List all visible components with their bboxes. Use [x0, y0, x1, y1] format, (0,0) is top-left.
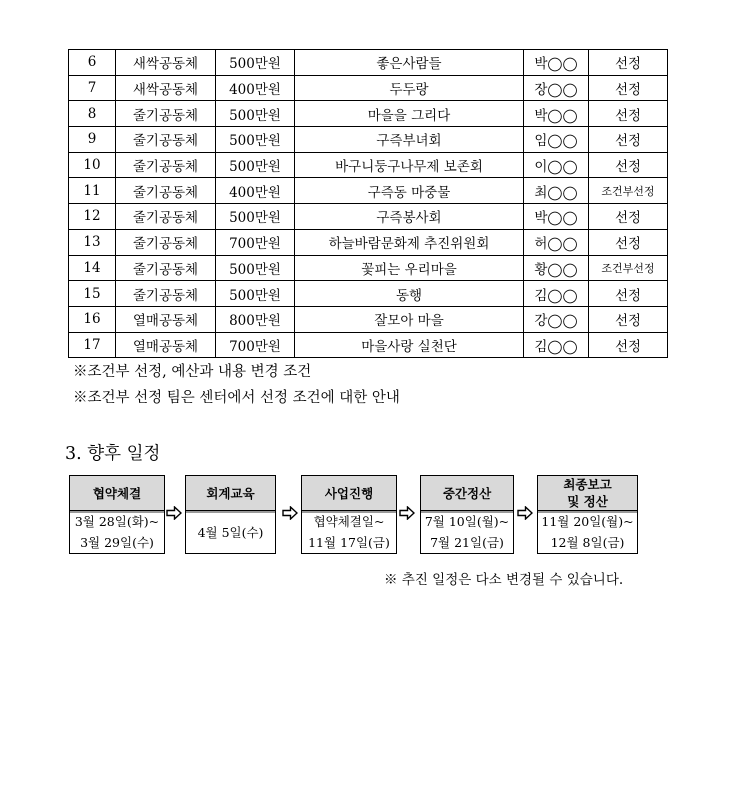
cell-amount: 500만원	[216, 255, 295, 281]
section-title: 3. 향후 일정	[65, 444, 161, 464]
table-row	[69, 75, 668, 101]
schedule-step-title-line: 중간정산	[442, 485, 492, 501]
schedule-step-title-line: 회계교육	[206, 485, 255, 501]
table-row	[69, 127, 668, 153]
cell-result: 선정	[589, 152, 668, 178]
schedule-step-title	[421, 476, 513, 511]
table-row	[69, 281, 668, 307]
cell-result: 선정	[589, 229, 668, 255]
cell-type: 새싹공동체	[116, 50, 216, 76]
cell-type: 줄기공동체	[116, 229, 216, 255]
cell-name: 구즉동 마중물	[295, 178, 524, 204]
table-row	[69, 229, 668, 255]
note-conditional-change: ※조건부 선정, 예산과 내용 변경 조건	[73, 364, 312, 380]
schedule-step-title-line: 협약체결	[92, 485, 142, 501]
cell-amount: 400만원	[216, 75, 295, 101]
cell-amount: 500만원	[216, 50, 295, 76]
cell-rep: 박◯◯	[524, 101, 589, 127]
cell-no: 8	[69, 101, 116, 127]
schedule-step	[185, 475, 276, 554]
schedule-step-date-line: 3월 28일(화)~	[74, 514, 160, 529]
cell-result: 선정	[589, 101, 668, 127]
cell-amount: 700만원	[216, 229, 295, 255]
schedule-step-date	[186, 511, 275, 553]
cell-name: 구즉봉사회	[295, 204, 524, 230]
cell-result: 선정	[589, 306, 668, 332]
schedule-step-date	[538, 511, 637, 553]
selection-result-table	[68, 49, 668, 358]
right-hollow-arrow-icon	[166, 506, 182, 520]
table-row	[69, 50, 668, 76]
schedule-step-date-line: 7월 21일(금)	[430, 535, 504, 550]
cell-rep: 황◯◯	[524, 255, 589, 281]
cell-type: 줄기공동체	[116, 152, 216, 178]
cell-rep: 장◯◯	[524, 75, 589, 101]
cell-type: 줄기공동체	[116, 204, 216, 230]
schedule-step-title	[302, 476, 396, 511]
cell-amount: 800만원	[216, 306, 295, 332]
cell-amount: 500만원	[216, 152, 295, 178]
cell-result: 선정	[589, 204, 668, 230]
cell-name: 마을을 그리다	[295, 101, 524, 127]
cell-rep: 최◯◯	[524, 178, 589, 204]
table-row	[69, 152, 668, 178]
note-conditional-guidance: ※조건부 선정 팀은 센터에서 선정 조건에 대한 안내	[73, 390, 400, 406]
cell-result: 선정	[589, 127, 668, 153]
cell-result: 조건부선정	[589, 178, 668, 204]
cell-amount: 500만원	[216, 281, 295, 307]
cell-no: 14	[69, 255, 116, 281]
cell-no: 13	[69, 229, 116, 255]
schedule-step-date-line: 7월 10일(월)~	[424, 514, 510, 529]
cell-amount: 500만원	[216, 204, 295, 230]
table-row	[69, 204, 668, 230]
cell-result: 선정	[589, 50, 668, 76]
cell-no: 16	[69, 306, 116, 332]
schedule-footnote: ※ 추진 일정은 다소 변경될 수 있습니다.	[384, 572, 624, 588]
cell-type: 줄기공동체	[116, 178, 216, 204]
right-hollow-arrow-icon	[399, 506, 415, 520]
cell-name: 마을사랑 실천단	[295, 332, 524, 358]
cell-result: 선정	[589, 75, 668, 101]
cell-no: 17	[69, 332, 116, 358]
schedule-step-date-line: 12월 8일(금)	[550, 535, 625, 550]
cell-result: 조건부선정	[589, 255, 668, 281]
cell-name: 구즉부녀회	[295, 127, 524, 153]
cell-name: 두두랑	[295, 75, 524, 101]
cell-no: 7	[69, 75, 116, 101]
cell-type: 열매공동체	[116, 332, 216, 358]
cell-type: 줄기공동체	[116, 255, 216, 281]
schedule-step-title-line: 최종보고	[563, 477, 612, 492]
cell-rep: 허◯◯	[524, 229, 589, 255]
table-row	[69, 255, 668, 281]
schedule-step-date-line: 3월 29일(수)	[80, 535, 154, 550]
cell-no: 11	[69, 178, 116, 204]
schedule-step-date	[421, 511, 513, 553]
schedule-step-date	[302, 511, 396, 553]
schedule-step-date-line: 11월 20일(월)~	[541, 514, 634, 529]
schedule-step-title	[186, 476, 275, 511]
table-row	[69, 178, 668, 204]
cell-type: 줄기공동체	[116, 101, 216, 127]
cell-rep: 임◯◯	[524, 127, 589, 153]
schedule-step-date-line: 협약체결일~	[313, 514, 385, 529]
cell-rep: 이◯◯	[524, 152, 589, 178]
cell-rep: 김◯◯	[524, 281, 589, 307]
table-row	[69, 306, 668, 332]
schedule-step-date	[70, 511, 164, 553]
table-body	[69, 50, 668, 358]
schedule-step-title-line: 및 정산	[567, 494, 608, 509]
cell-amount: 500만원	[216, 127, 295, 153]
cell-amount: 700만원	[216, 332, 295, 358]
cell-result: 선정	[589, 281, 668, 307]
schedule-step	[420, 475, 514, 554]
cell-name: 하늘바람문화제 추진위원회	[295, 229, 524, 255]
cell-no: 6	[69, 50, 116, 76]
cell-result: 선정	[589, 332, 668, 358]
cell-amount: 500만원	[216, 101, 295, 127]
right-hollow-arrow-icon	[282, 506, 298, 520]
cell-no: 9	[69, 127, 116, 153]
cell-rep: 박◯◯	[524, 204, 589, 230]
table-row	[69, 101, 668, 127]
schedule-step	[69, 475, 165, 554]
cell-name: 동행	[295, 281, 524, 307]
cell-rep: 강◯◯	[524, 306, 589, 332]
cell-amount: 400만원	[216, 178, 295, 204]
cell-name: 바구니둥구나무제 보존회	[295, 152, 524, 178]
cell-name: 꽃피는 우리마을	[295, 255, 524, 281]
schedule-step	[537, 475, 638, 554]
cell-no: 12	[69, 204, 116, 230]
cell-no: 15	[69, 281, 116, 307]
schedule-step-title-line: 사업진행	[324, 485, 374, 501]
cell-type: 새싹공동체	[116, 75, 216, 101]
table-row	[69, 332, 668, 358]
cell-type: 열매공동체	[116, 306, 216, 332]
cell-type: 줄기공동체	[116, 127, 216, 153]
right-hollow-arrow-icon	[517, 506, 533, 520]
schedule-step-date-line: 11월 17일(금)	[308, 535, 390, 550]
cell-type: 줄기공동체	[116, 281, 216, 307]
cell-name: 좋은사람들	[295, 50, 524, 76]
cell-rep: 김◯◯	[524, 332, 589, 358]
cell-no: 10	[69, 152, 116, 178]
cell-rep: 박◯◯	[524, 50, 589, 76]
cell-name: 잘모아 마을	[295, 306, 524, 332]
schedule-step-title	[538, 476, 637, 511]
schedule-step-date-line: 4월 5일(수)	[197, 524, 264, 540]
schedule-step-title	[70, 476, 164, 511]
schedule-step	[301, 475, 397, 554]
